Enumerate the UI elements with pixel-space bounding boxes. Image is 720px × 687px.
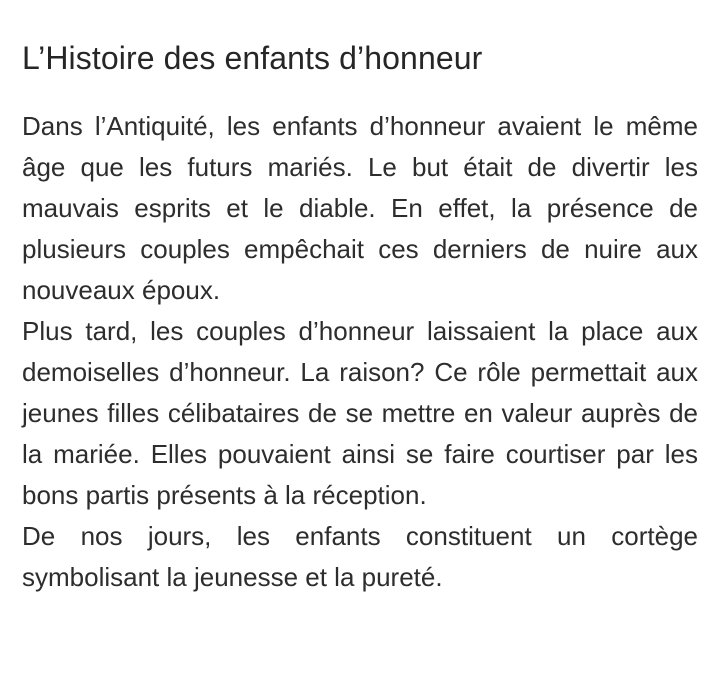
article <box>22 36 698 598</box>
paragraph-antiquity: Dans l’Antiquité, les enfants d’honneur avaient le même âge que les futurs mariés. Le but était de divertir les mauvais esprits et le diable. En effet, la présence de plusieurs couples empêchait ces derniers de nuire aux nouveaux époux. <box>22 111 698 305</box>
article-title: L’Histoire des enfants d’honneur <box>22 40 483 76</box>
paragraph-today: De nos jours, les enfants constituent un cortège symbolisant la jeunesse et la pureté. <box>22 521 698 592</box>
paragraph-later: Plus tard, les couples d’honneur laissaient la place aux demoiselles d’honneur. La raison? Ce rôle permettait aux jeunes filles célibataires de se mettre en valeur auprès de la mariée. Elles pouvaient ainsi se faire courtiser par les bons partis présents à la réception. <box>22 316 698 510</box>
